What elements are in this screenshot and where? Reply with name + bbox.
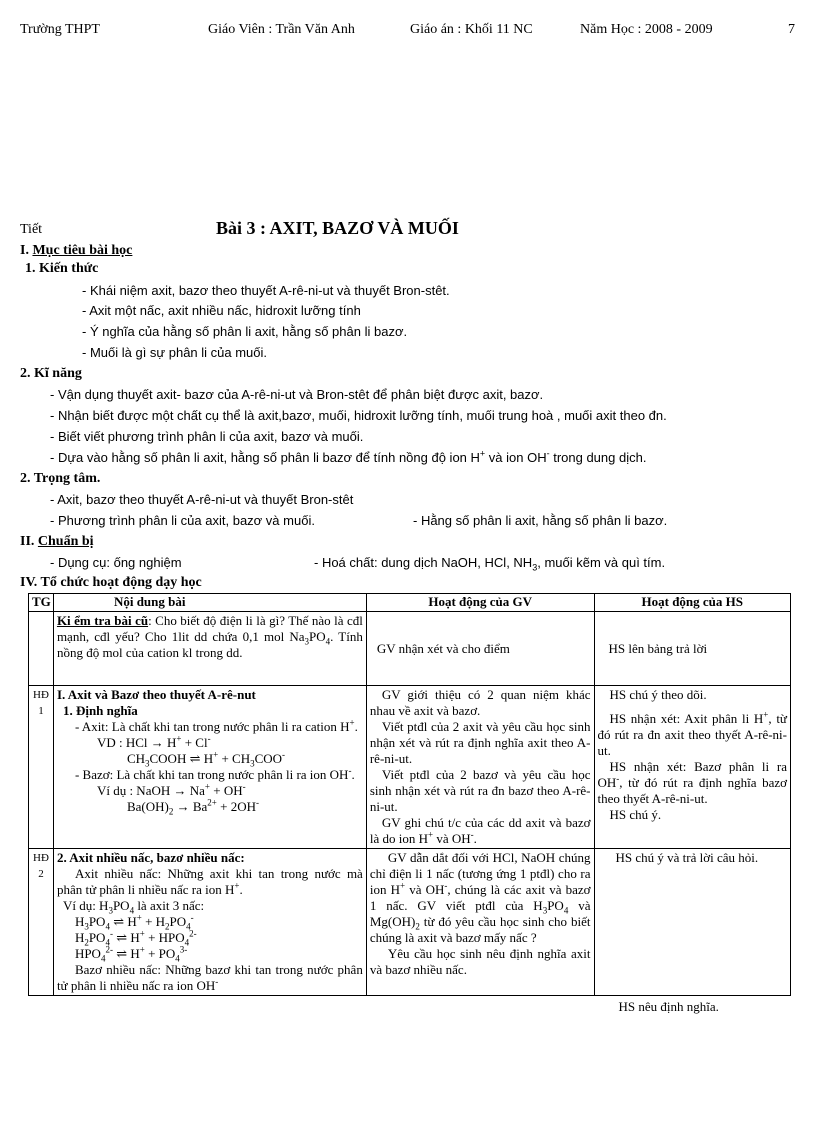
subsection-trong-tam: 2. Trọng tâm. xyxy=(20,471,101,486)
ki-nang-item: - Nhận biết được một chất cụ thể là axit,bazơ, muối, hidroxit lưỡng tính, muối trung hoà , muối axit theo đn. xyxy=(50,408,667,423)
ki-nang-item: - Vận dụng thuyết axit- bazơ của A-rê-ni-ut và Bron-stêt để phân biệt được axit, bazơ. xyxy=(50,387,544,402)
hs-cell: HS lên bảng trả lời xyxy=(594,612,791,686)
section-4-heading: IV. Tổ chức hoạt động dạy học xyxy=(20,575,202,590)
section-2-heading: II. Chuẩn bị xyxy=(20,534,94,549)
col-header-tg: TG xyxy=(29,594,54,612)
trong-tam-item: - Axit, bazơ theo thuyết A-rê-ni-ut và thuyết Bron-stêt xyxy=(50,492,354,507)
hs-cell: HS chú ý theo dõi. HS nhận xét: Axit phân li H+, từ đó rút ra đn axit theo thyết A-rê-ni-ut. HS nhận xét: Bazơ phân li ra OH-, từ đó rút ra định nghĩa bazơ theo thyết A-rê-ni-ut. HS chú ý. xyxy=(594,686,791,849)
col-header-noi-dung: Nội dung bài xyxy=(53,594,366,612)
lesson-activity-table xyxy=(28,593,791,1014)
gv-cell: GV giới thiệu có 2 quan niệm khác nhau về axit và bazơ. Viết ptđl của 2 axit và yêu cầu học sinh nhận xét và rút ra định nghĩa axit theo A-rê-ni-ut. Viết ptđl của 2 bazơ và yêu cầu học sinh nhận xét và rút ra đn bazơ theo A-rê-ni-ut. GV ghi chú t/c của các dd axit và bazơ là do ion H+ và OH-. xyxy=(366,686,594,849)
subsection-ki-nang: 2. Kĩ năng xyxy=(20,366,82,381)
col-header-hs: Hoạt động của HS xyxy=(594,594,791,612)
kien-thuc-item: - Muối là gì sự phân li của muối. xyxy=(82,345,268,360)
col-header-gv: Hoạt động của GV xyxy=(366,594,594,612)
tg-cell xyxy=(29,612,54,686)
header-year: Năm Học : 2008 - 2009 xyxy=(580,22,713,37)
table-row xyxy=(29,686,791,849)
table-row xyxy=(29,849,791,996)
kien-thuc-item: - Ý nghĩa của hằng số phân li axit, hằng số phân li bazơ. xyxy=(82,324,408,339)
ki-nang-item: - Biết viết phương trình phân li của axit, bazơ và muối. xyxy=(50,429,364,444)
ki-nang-item: - Dựa vào hằng số phân li axit, hằng số phân li bazơ để tính nồng độ ion H+ và ion OH- trong dung dịch. xyxy=(50,448,647,465)
trong-tam-item: - Phương trình phân li của axit, bazơ và muối. xyxy=(50,513,315,528)
content-cell: 2. Axit nhiều nấc, bazơ nhiều nấc: Axit nhiều nấc: Những axit khi tan trong nước mà phân tử phân li nhiều nấc ra ion H+. Ví dụ: $H_3PO_4$ là axit 3 nấc: $H_3PO_4$ ⇌ $H^+ + H_2PO_4^-$ $H_2PO_4^-$ ⇌ $H^+ + HPO_4^{2-}$ $HPO_4^{2-}$ ⇌ $H^+ + PO_4^{3-}$ Bazơ nhiều nấc: Những bazơ khi tan trong nước phân tử phân li nhiều nấc ra ion OH- xyxy=(53,849,366,996)
lesson-title: Bài 3 : AXIT, BAZƠ VÀ MUỐI xyxy=(216,218,459,238)
gv-cell: GV dẫn dắt đối với HCl, NaOH chúng chỉ điện li 1 nấc (tương ứng 1 ptđl) cho ra ion H+ và OH-, chúng là các axit và bazơ 1 nấc. GV viết ptđl của $H_3PO_4$ và $Mg(OH)_2$ từ đó yêu cầu học sinh cho biết chúng là axit và bazơ mấy nấc ? Yêu cầu học sinh nêu định nghĩa axit và bazơ nhiều nấc. xyxy=(366,849,594,996)
hoa-chat: - Hoá chất: dung dịch NaOH, HCl, $NH_3$, muối kẽm và quì tím. xyxy=(314,555,666,573)
header-school: Trường THPT xyxy=(20,22,100,37)
table-row xyxy=(29,612,791,686)
header-page-number: 7 xyxy=(788,22,795,37)
tg-cell: HĐ 2 xyxy=(29,849,54,996)
section-1-heading: I. Mục tiêu bài học xyxy=(20,243,133,258)
content-cell: I. Axit và Bazơ theo thuyết A-rê-nut 1. Định nghĩa - Axit: Là chất khi tan trong nước phân li ra cation H+. VD : HCl → H+ + Cl- $CH_3COOH$ ⇌ $H^+ + CH_3COO^-$ - Bazơ: Là chất khi tan trong nước phân li ra ion OH-. Ví dụ : NaOH → Na+ + OH- $Ba(OH)_2 \to Ba^{2+} + 2OH^-$ xyxy=(53,686,366,849)
kiem-tra-label: Ki ểm tra bài cũ xyxy=(56,613,149,628)
kien-thuc-item: - Axit một nấc, axit nhiều nấc, hidroxit lưỡng tính xyxy=(82,303,361,318)
dung-cu: - Dụng cụ: ống nghiệm xyxy=(50,555,182,570)
tiet-label: Tiết xyxy=(20,222,43,237)
kien-thuc-item: - Khái niệm axit, bazơ theo thuyết A-rê-ni-ut và thuyết Bron-stêt. xyxy=(82,283,450,298)
hs-cell: HS chú ý và trả lời câu hỏi. HS nêu định nghĩa. xyxy=(594,849,791,996)
gv-cell: GV nhận xét và cho điểm xyxy=(366,612,594,686)
content-cell: Ki ểm tra bài cũ: Cho biết độ điện li là gì? Thế nào là cđl mạnh, cđl yếu? Cho 1lit dd chứa 0,1 mol $Na_3PO_4$. Tính nồng độ mol của cation kl trong dd. xyxy=(53,612,366,686)
trong-tam-item: - Hằng số phân li axit, hằng số phân li bazơ. xyxy=(413,513,668,528)
header-plan: Giáo án : Khối 11 NC xyxy=(410,22,533,37)
table-header-row xyxy=(29,594,791,612)
subsection-kien-thuc: 1. Kiến thức xyxy=(25,261,99,276)
header-teacher: Giáo Viên : Trần Văn Anh xyxy=(208,22,355,37)
tg-cell: HĐ 1 xyxy=(29,686,54,849)
